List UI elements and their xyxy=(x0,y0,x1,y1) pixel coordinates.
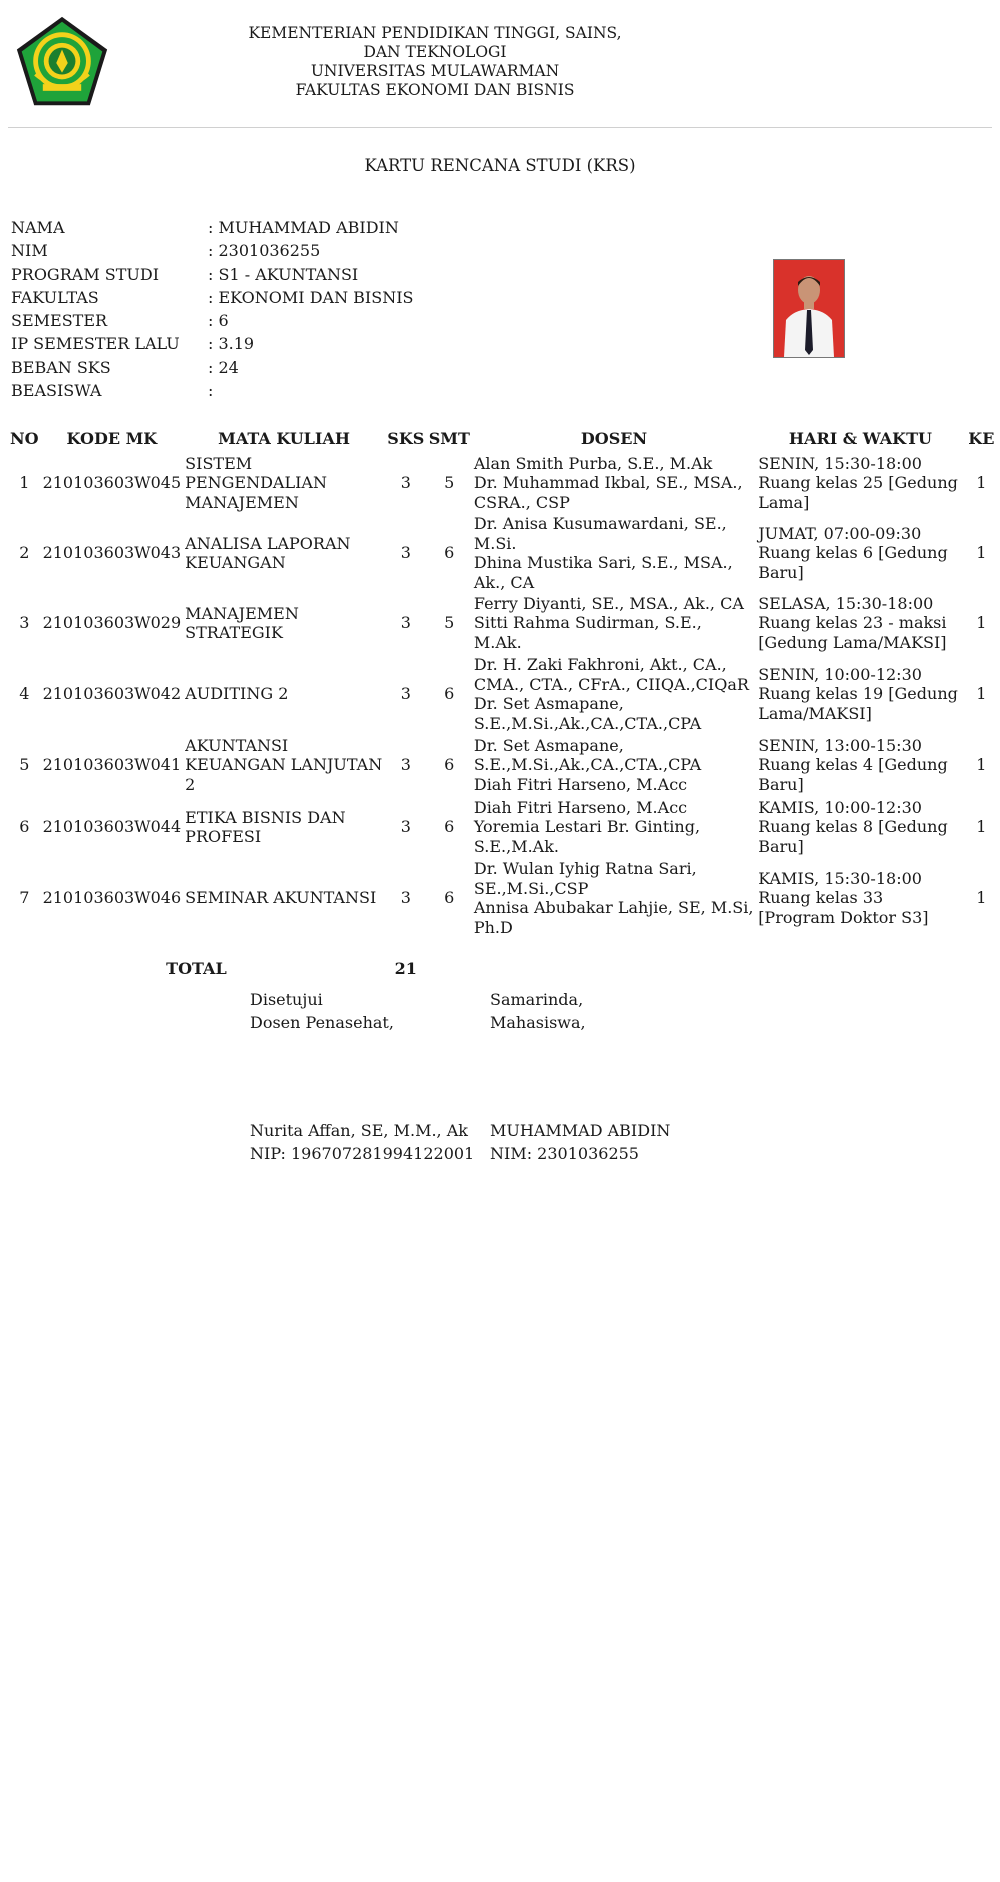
cell-no: 1 xyxy=(19,473,30,493)
info-value: : xyxy=(208,381,214,401)
table-row xyxy=(8,734,998,796)
cell-no: 3 xyxy=(19,613,30,633)
col-header-ke: KE xyxy=(968,428,995,448)
col-header-smt: SMT xyxy=(428,428,470,448)
col-header-dosen: DOSEN xyxy=(580,428,648,448)
cell-ke: 1 xyxy=(976,684,987,704)
col-header-mata-kuliah: MATA KULIAH xyxy=(218,428,350,448)
cell-dosen xyxy=(472,796,756,858)
dosen-name: Diah Fitri Harseno, M.Acc xyxy=(473,774,688,794)
cell-sks: 3 xyxy=(400,684,411,704)
cell-kode: 210103603W042 xyxy=(42,684,182,704)
waktu-room: Ruang kelas 6 [Gedung Baru] xyxy=(758,543,948,582)
dosen-name: Dr. Set Asmapane, S.E.,M.Si.,Ak.,CA.,CTA.,CPA xyxy=(473,694,702,733)
institution-line: FAKULTAS EKONOMI DAN BISNIS xyxy=(295,81,575,99)
cell-waktu xyxy=(756,452,964,514)
cell-no: 7 xyxy=(19,888,30,908)
info-value: : S1 - AKUNTANSI xyxy=(208,264,359,284)
cell-dosen xyxy=(472,452,756,514)
cell-dosen xyxy=(472,592,756,654)
cell-waktu xyxy=(756,514,964,592)
cell-mata-kuliah: SEMINAR AKUNTANSI xyxy=(185,888,377,908)
course-table xyxy=(8,424,998,1000)
dosen-name: Sitti Rahma Sudirman, S.E., M.Ak. xyxy=(473,613,702,652)
dosen-name: Dhina Mustika Sari, S.E., MSA., Ak., CA xyxy=(473,553,733,592)
cell-waktu xyxy=(756,734,964,796)
waktu-room: Ruang kelas 23 - maksi [Gedung Lama/MAKSI] xyxy=(758,613,947,652)
col-header-waktu: HARI & WAKTU xyxy=(788,428,932,448)
university-seal-icon xyxy=(14,15,110,111)
info-value: : 24 xyxy=(208,357,239,377)
cell-mata-kuliah: SISTEM PENGENDALIAN MANAJEMEN xyxy=(185,453,327,512)
info-label: NIM xyxy=(11,241,48,261)
advisor-line1: Disetujui xyxy=(250,990,323,1009)
cell-kode: 210103603W045 xyxy=(42,473,182,493)
institution-line: UNIVERSITAS MULAWARMAN xyxy=(310,62,560,80)
waktu-room: Ruang kelas 25 [Gedung Lama] xyxy=(758,473,958,512)
waktu-day: SELASA, 15:30-18:00 xyxy=(758,593,934,613)
table-row xyxy=(8,858,998,938)
dosen-name: Dr. Wulan Iyhig Ratna Sari, SE.,M.Si.,CSP xyxy=(473,859,697,898)
dosen-name: Ferry Diyanti, SE., MSA., Ak., CA xyxy=(473,593,744,613)
info-value: : 6 xyxy=(208,311,229,331)
cell-no: 5 xyxy=(19,755,30,775)
waktu-room: Ruang kelas 8 [Gedung Baru] xyxy=(758,817,948,856)
student-portrait-icon xyxy=(774,260,844,357)
student-name: MUHAMMAD ABIDIN xyxy=(490,1121,671,1140)
dosen-name: Alan Smith Purba, S.E., M.Ak xyxy=(473,453,713,473)
cell-sks: 3 xyxy=(400,473,411,493)
info-label: SEMESTER xyxy=(11,311,108,331)
info-value: : MUHAMMAD ABIDIN xyxy=(208,218,399,237)
total-sks: 21 xyxy=(394,959,417,979)
cell-waktu xyxy=(756,796,964,858)
cell-dosen xyxy=(472,734,756,796)
cell-ke: 1 xyxy=(976,755,987,775)
cell-sks: 3 xyxy=(400,543,411,563)
info-value: : 2301036255 xyxy=(208,241,321,261)
cell-ke: 1 xyxy=(976,473,987,493)
col-header-kode: KODE MK xyxy=(66,428,158,448)
cell-no: 2 xyxy=(19,543,30,563)
cell-ke: 1 xyxy=(976,888,987,908)
cell-smt: 6 xyxy=(444,817,455,837)
info-label: IP SEMESTER LALU xyxy=(11,334,180,354)
cell-no: 6 xyxy=(19,817,30,837)
table-row xyxy=(8,452,998,514)
dosen-name: Dr. Set Asmapane, S.E.,M.Si.,Ak.,CA.,CTA.,CPA xyxy=(473,735,702,775)
institution-header xyxy=(220,24,650,100)
cell-waktu xyxy=(756,858,964,938)
institution-line: DAN TEKNOLOGI xyxy=(363,43,507,61)
cell-kode: 210103603W046 xyxy=(42,888,182,908)
cell-sks: 3 xyxy=(400,817,411,837)
cell-no: 4 xyxy=(19,684,30,704)
total-label: TOTAL xyxy=(166,959,227,979)
institution-line: KEMENTERIAN PENDIDIKAN TINGGI, SAINS, xyxy=(248,24,622,42)
cell-dosen xyxy=(472,858,756,938)
cell-smt: 5 xyxy=(444,613,455,633)
info-label: BEBAN SKS xyxy=(11,357,111,377)
cell-kode: 210103603W029 xyxy=(42,613,182,633)
student-signature-block xyxy=(490,988,586,1035)
info-label: PROGRAM STUDI xyxy=(11,264,160,284)
student-line1: Samarinda, xyxy=(490,990,584,1009)
cell-waktu xyxy=(756,654,964,734)
cell-ke: 1 xyxy=(976,543,987,563)
dosen-name: Dr. Muhammad Ikbal, SE., MSA., CSRA., CSP xyxy=(473,473,743,512)
advisor-name: Nurita Affan, SE, M.M., Ak xyxy=(250,1121,468,1140)
cell-mata-kuliah: AUDITING 2 xyxy=(185,684,289,704)
advisor-signature-block xyxy=(250,988,394,1035)
student-nim: NIM: 2301036255 xyxy=(490,1144,639,1164)
info-value: : 3.19 xyxy=(208,334,255,354)
table-header-row xyxy=(8,424,998,452)
student-photo xyxy=(773,259,845,358)
col-header-no: NO xyxy=(10,428,39,448)
dosen-name: Dr. Anisa Kusumawardani, SE., M.Si. xyxy=(473,514,727,553)
dosen-name: Annisa Abubakar Lahjie, SE, M.Si, Ph.D xyxy=(473,898,754,937)
cell-smt: 5 xyxy=(444,473,455,493)
table-row xyxy=(8,796,998,858)
info-label: NAMA xyxy=(11,218,65,237)
cell-dosen xyxy=(472,514,756,592)
advisor-identity xyxy=(250,1119,474,1166)
waktu-room: Ruang kelas 19 [Gedung Lama/MAKSI] xyxy=(758,684,958,723)
cell-waktu xyxy=(756,592,964,654)
cell-kode: 210103603W041 xyxy=(42,755,182,775)
waktu-day: SENIN, 15:30-18:00 xyxy=(758,453,922,473)
info-label: BEASISWA xyxy=(11,381,102,401)
info-value: : EKONOMI DAN BISNIS xyxy=(208,287,414,307)
table-row xyxy=(8,654,998,734)
cell-dosen xyxy=(472,654,756,734)
student-identity xyxy=(490,1119,670,1166)
cell-mata-kuliah: AKUNTANSI KEUANGAN LANJUTAN 2 xyxy=(185,735,383,794)
cell-kode: 210103603W043 xyxy=(42,543,182,563)
dosen-name: Dr. H. Zaki Fakhroni, Akt., CA., CMA., CTA., CFrA., CIIQA.,CIQaR xyxy=(473,655,749,694)
table-row xyxy=(8,592,998,654)
waktu-day: JUMAT, 07:00-09:30 xyxy=(758,523,922,543)
dosen-name: Diah Fitri Harseno, M.Acc xyxy=(473,797,688,817)
cell-kode: 210103603W044 xyxy=(42,817,182,837)
cell-smt: 6 xyxy=(444,888,455,908)
cell-mata-kuliah: ETIKA BISNIS DAN PROFESI xyxy=(185,807,346,846)
page-title: KARTU RENCANA STUDI (KRS) xyxy=(364,156,636,175)
waktu-day: SENIN, 13:00-15:30 xyxy=(758,735,922,755)
university-logo xyxy=(14,15,110,111)
student-line2: Mahasiswa, xyxy=(490,1013,586,1033)
waktu-day: SENIN, 10:00-12:30 xyxy=(758,664,922,684)
cell-ke: 1 xyxy=(976,817,987,837)
waktu-day: KAMIS, 10:00-12:30 xyxy=(758,797,922,817)
advisor-line2: Dosen Penasehat, xyxy=(250,1013,394,1033)
cell-smt: 6 xyxy=(444,755,455,775)
cell-smt: 6 xyxy=(444,684,455,704)
waktu-day: KAMIS, 15:30-18:00 xyxy=(758,868,922,888)
dosen-name: Yoremia Lestari Br. Ginting, S.E.,M.Ak. xyxy=(473,817,701,856)
cell-sks: 3 xyxy=(400,613,411,633)
info-label: FAKULTAS xyxy=(11,287,99,307)
waktu-room: Ruang kelas 4 [Gedung Baru] xyxy=(758,755,948,794)
cell-smt: 6 xyxy=(444,543,455,563)
advisor-nip: NIP: 196707281994122001 xyxy=(250,1144,475,1164)
waktu-room: Ruang kelas 33 [Program Doktor S3] xyxy=(758,888,929,927)
table-row xyxy=(8,514,998,592)
cell-mata-kuliah: ANALISA LAPORAN KEUANGAN xyxy=(185,533,351,572)
header-divider xyxy=(8,127,992,128)
cell-mata-kuliah: MANAJEMEN STRATEGIK xyxy=(185,603,299,642)
col-header-sks: SKS xyxy=(387,428,425,448)
cell-sks: 3 xyxy=(400,888,411,908)
cell-sks: 3 xyxy=(400,755,411,775)
cell-ke: 1 xyxy=(976,613,987,633)
